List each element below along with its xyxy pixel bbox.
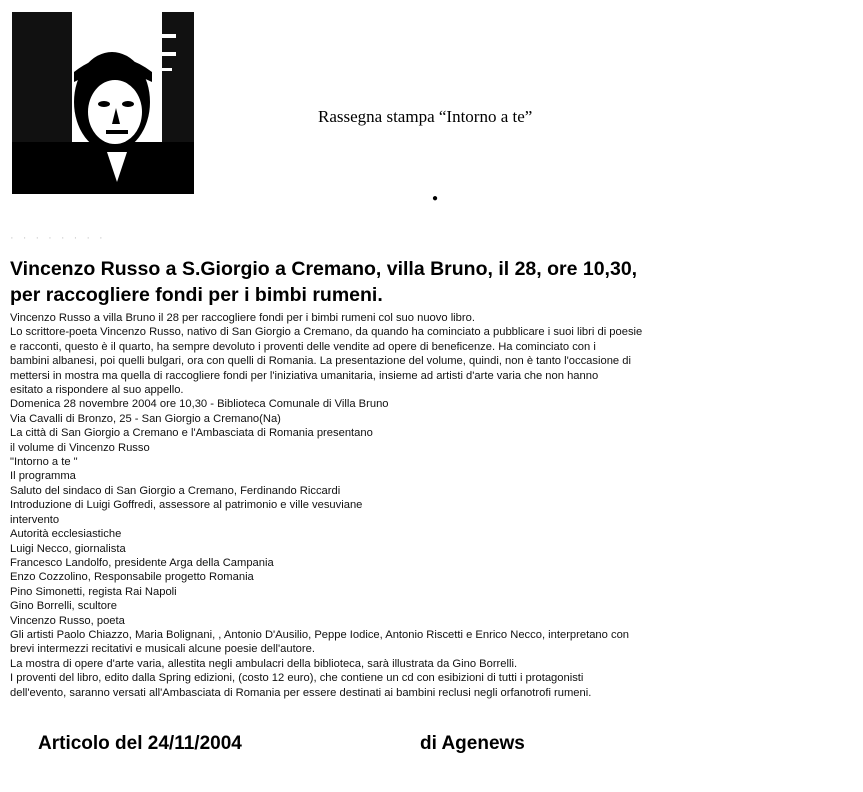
article-line: il volume di Vincenzo Russo xyxy=(10,441,150,454)
press-review-title: Rassegna stampa “Intorno a te” xyxy=(318,107,533,126)
article-line: Gino Borrelli, scultore xyxy=(10,600,117,613)
article-line: Vincenzo Russo a villa Bruno il 28 per raccogliere fondi per i bimbi rumeni col suo nuovo libro. xyxy=(10,312,475,324)
article-line: Il programma xyxy=(10,470,76,483)
article-line: intervento xyxy=(10,513,60,526)
article-line: Enzo Cozzolino, Responsabile progetto Romania xyxy=(10,571,254,584)
article-line: "Intorno a te " xyxy=(10,456,78,469)
article-line: brevi intermezzi recitativi e musicali alcune poesie dell'autore. xyxy=(10,643,315,656)
article-date: Articolo del 24/11/2004 xyxy=(38,733,242,754)
article-line: La mostra di opere d'arte varia, allestita negli ambulacri della biblioteca, sarà illustrata da Gino Borrelli. xyxy=(10,657,518,670)
article-body xyxy=(10,311,830,700)
author-photo xyxy=(12,12,194,194)
article-line: esitato a rispondere al suo appello. xyxy=(10,384,184,397)
article-line: bambini albanesi, poi quelli bulgari, ora con quelli di Romania. La presentazione del volume, quindi, non è tanto l'occasione di xyxy=(10,355,631,368)
article-line: Luigi Necco, giornalista xyxy=(10,542,126,555)
article-line: Pino Simonetti, regista Rai Napoli xyxy=(10,585,177,598)
article-line: Lo scrittore-poeta Vincenzo Russo, nativo di San Giorgio a Cremano, da quando ha cominciato a pubblicare i suoi libri di poesie xyxy=(10,326,643,339)
headline-line-1: Vincenzo Russo a S.Giorgio a Cremano, villa Bruno, il 28, ore 10,30, xyxy=(10,258,638,280)
article-line: dell'evento, saranno versati all'Ambasciata di Romania per essere destinati ai bambini reclusi negli orfanotrofi rumeni. xyxy=(10,686,592,699)
article-line: Gli artisti Paolo Chiazzo, Maria Bolignani, , Antonio D'Ausilio, Peppe Iodice, Antonio Riscetti e Enrico Necco, interpretano con xyxy=(10,628,630,641)
headline-line-2: per raccogliere fondi per i bimbi rumeni. xyxy=(10,284,383,306)
article-line: Francesco Landolfo, presidente Arga della Campania xyxy=(10,556,274,569)
article-headline xyxy=(10,256,850,308)
article-source: di Agenews xyxy=(420,733,525,754)
article-line: Vincenzo Russo, poeta xyxy=(10,614,125,627)
article-line: Via Cavalli di Bronzo, 25 - San Giorgio a Cremano(Na) xyxy=(10,412,281,425)
faint-text: · · · · · · · · xyxy=(10,232,106,244)
article-line: Autorità ecclesiastiche xyxy=(10,528,122,541)
article-line: e racconti, questo è il quarto, ha sempre devoluto i proventi delle vendite ad opere di beneficenze. Ha cominciato con i xyxy=(10,340,596,353)
bullet-mark: ● xyxy=(432,193,439,204)
article-line: I proventi del libro, edito dalla Spring edizioni, (costo 12 euro), che contiene un cd con esibizioni di tutti i protagonisti xyxy=(10,672,584,685)
article-line: La città di San Giorgio a Cremano e l'Ambasciata di Romania presentano xyxy=(10,427,373,440)
article-line: mettersi in mostra ma quella di raccogliere fondi per l'iniziativa umanitaria, insieme ad artisti d'arte varia che non hanno xyxy=(10,369,599,382)
article-line: Domenica 28 novembre 2004 ore 10,30 - Biblioteca Comunale di Villa Bruno xyxy=(10,398,389,411)
article-line: Introduzione di Luigi Goffredi, assessore al patrimonio e ville vesuviane xyxy=(10,499,363,512)
article-line: Saluto del sindaco di San Giorgio a Cremano, Ferdinando Riccardi xyxy=(10,484,341,497)
